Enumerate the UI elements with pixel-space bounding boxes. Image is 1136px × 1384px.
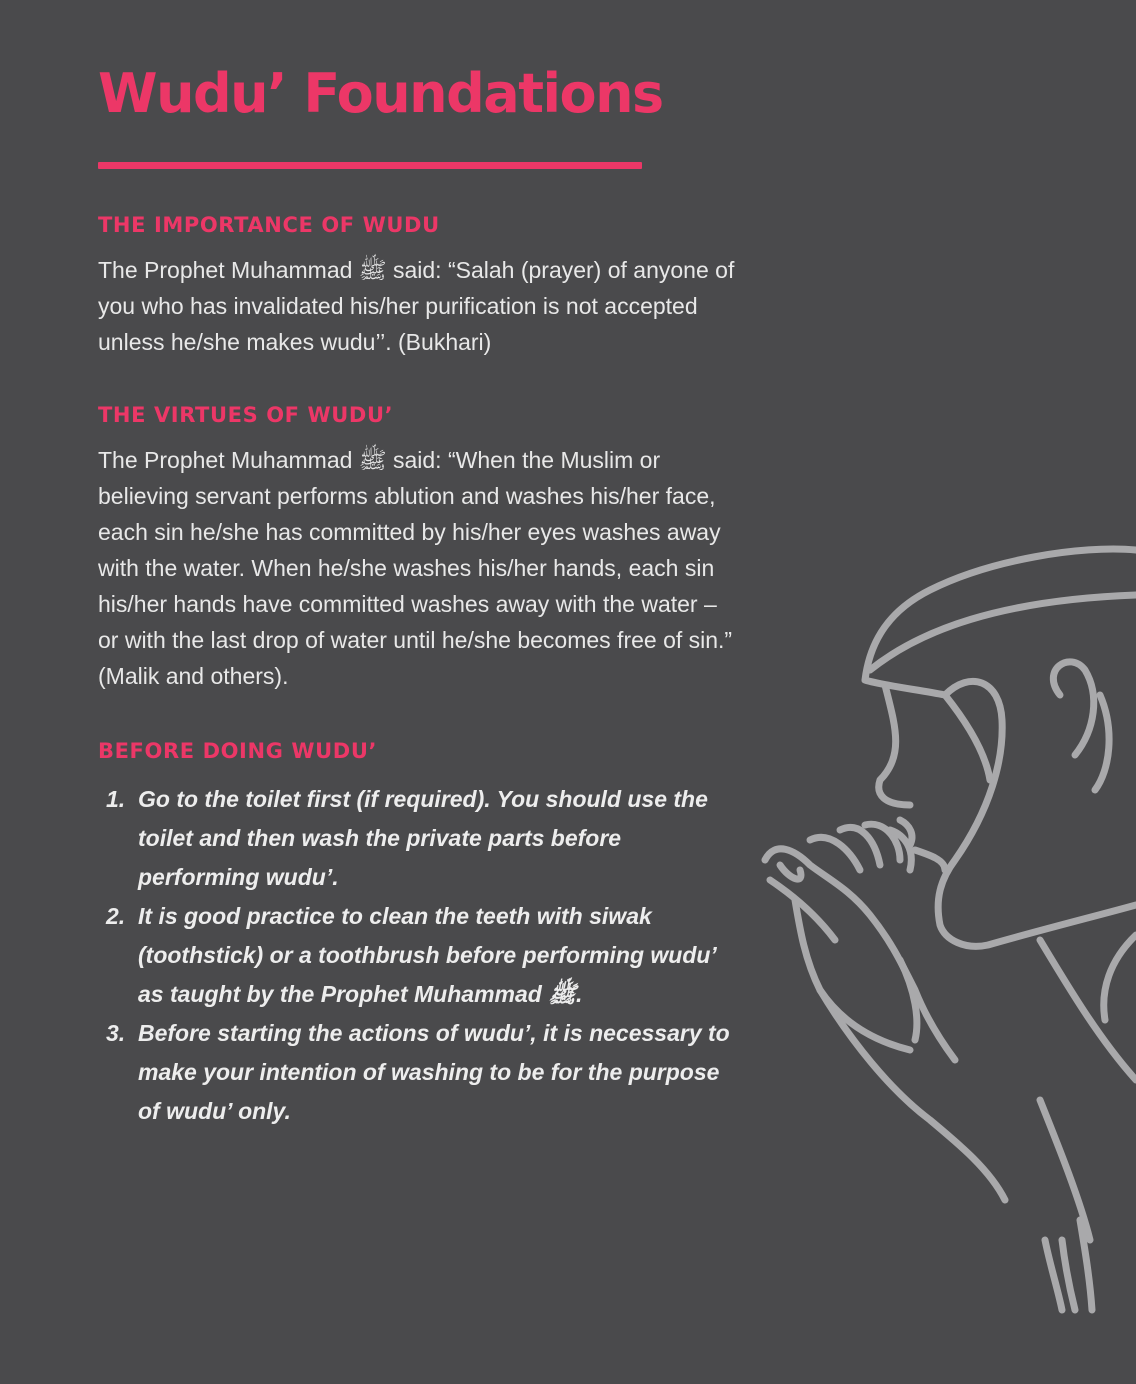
list-item <box>98 1014 738 1131</box>
section-body: The Prophet Muhammad ﷺ said: “Salah (prayer) of anyone of you who has invalidated his/her purification is not accepted unless he/she makes wudu’’. (Bukhari) <box>98 257 735 355</box>
section-heading: THE VIRTUES OF WUDU’ <box>98 403 394 427</box>
section-heading: THE IMPORTANCE OF WUDU <box>98 213 440 237</box>
steps-list <box>98 780 738 1131</box>
list-item <box>98 897 738 1014</box>
title-underline <box>98 162 642 169</box>
section-body: The Prophet Muhammad ﷺ said: “When the Muslim or believing servant performs ablution and washes his/her face, each sin he/she has committed by his/her eyes washes away with the water. When he/she washes his/her hands, each sin his/her hands have committed washes away with the water – or with the last drop of water until he/she becomes free of sin.” (Malik and others). <box>98 447 733 689</box>
list-item-number: 2. <box>106 903 126 929</box>
section-importance <box>98 210 738 360</box>
list-item-number: 1. <box>106 786 126 812</box>
section-virtues <box>98 400 738 694</box>
person-rinsing-mouth-line-illustration <box>740 520 1136 1320</box>
list-item <box>98 780 738 897</box>
list-item-number: 3. <box>106 1020 126 1046</box>
list-item-text: It is good practice to clean the teeth with siwak (toothstick) or a toothbrush before performing wudu’ as taught by the Prophet Muhammad ﷺ. <box>138 903 716 1007</box>
list-item-text: Before starting the actions of wudu’, it is necessary to make your intention of washing to be for the purpose of wudu’ only. <box>138 1020 730 1124</box>
page-title: Wudu’ Foundations <box>98 62 663 125</box>
list-item-text: Go to the toilet first (if required). You should use the toilet and then wash the private parts before performing wudu’. <box>138 786 708 890</box>
content-column <box>98 210 738 1131</box>
section-before-wudu <box>98 736 738 1131</box>
section-heading: BEFORE DOING WUDU’ <box>98 739 378 763</box>
